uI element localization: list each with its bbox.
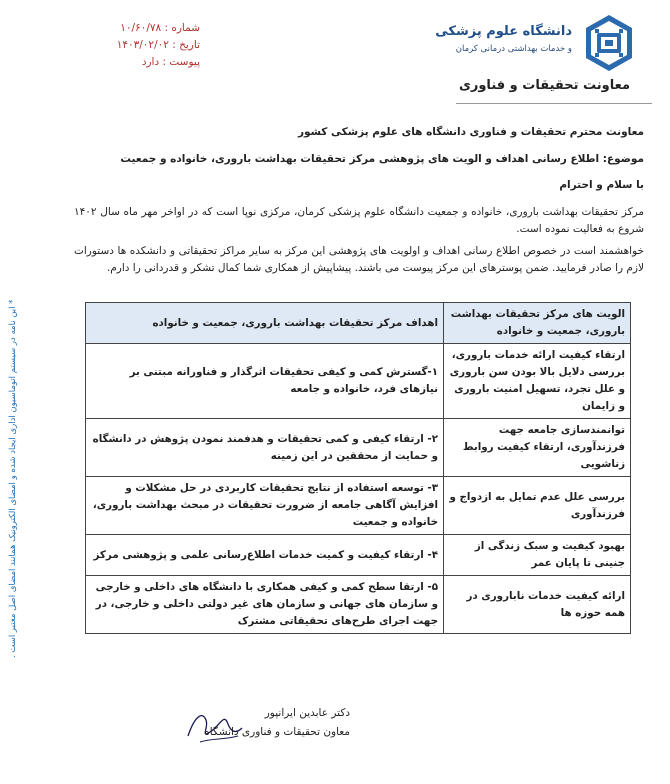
letter-recipient: معاونت محترم تحقیقات و فناوری دانشگاه های علوم پزشکی کشور — [297, 126, 644, 138]
letter-paragraph-2: خواهشمند است در خصوص اطلاع رسانی اهداف و اولویت های پژوهشی این مرکز به سایر مراکز تحقیقاتی و دانشکده ها دستورات لازم را صادر فرمایید. ضمن پوسترهای این مرکز پیوست می باشند. پیشاپیش از همکاری شما کمال تشکر و قدردانی را دارم. — [74, 245, 644, 274]
letter-greeting: با سلام و احترام — [559, 179, 644, 191]
signatory-name: دکتر عابدین ایرانپور — [264, 707, 350, 719]
letter-attachment: پیوست : دارد — [141, 56, 200, 68]
handwritten-signature — [180, 698, 250, 748]
table-row — [86, 344, 631, 419]
signatory-title: معاون تحقیقات و فناوری دانشگاه — [204, 726, 350, 738]
goal-cell: ۲- ارتقاء کیفی و کمی تحقیقات و هدفمند نمودن پژوهش در دانشگاه و حمایت از محققین در این زمینه — [86, 419, 444, 477]
priority-cell: ارتقاء کیفیت ارائه خدمات باروری، بررسی دلایل بالا بودن سن باروری و علل تجرد، تسهیل امنیت باروری و زایمان — [444, 344, 631, 419]
university-name: دانشگاه علوم پزشکی — [435, 24, 572, 39]
table-header-row — [86, 303, 631, 344]
priority-cell: بهبود کیفیت و سبک زندگی از جنینی تا پایان عمر — [444, 535, 631, 576]
goal-cell: ۵- ارتقا سطح کمی و کیفی همکاری با دانشگاه های داخلی و خارجی و سازمان های جهانی و سازمان های غیر دولتی داخلی و خارجی، در جهت اجرای طرح‌های تحقیقاتی مشترک — [86, 576, 444, 634]
table-row — [86, 419, 631, 477]
header-divider — [456, 103, 652, 104]
letter-date: تاریخ : ۱۴۰۳/۰۲/۰۲ — [116, 39, 200, 51]
goals-column-header: اهداف مرکز تحقیقات بهداشت باروری، جمعیت و خانواده — [86, 303, 444, 344]
electronic-signature-note: * این نامه در سیستم اتوماسیون اداری ایجاد شده و امضای الکترونیک همانند امضای اصل معتبر است . — [8, 300, 18, 659]
university-emblem-icon — [583, 14, 635, 72]
table-row — [86, 535, 631, 576]
table-row — [86, 576, 631, 634]
letter-meta — [90, 20, 200, 71]
priority-cell: توانمندسازی جامعه جهت فرزندآوری، ارتقاء کیفیت روابط زناشویی — [444, 419, 631, 477]
deputy-title: معاونت تحقیقات و فناوری — [458, 78, 630, 93]
priority-cell: بررسی علل عدم تمایل به ازدواج و فرزندآوری — [444, 477, 631, 535]
university-subtitle: و خدمات بهداشتی درمانی کرمان — [455, 44, 572, 54]
letter-number: شماره : ۱۰/۶۰/۷۸ — [120, 22, 200, 34]
goal-cell: ۴- ارتقاء کیفیت و کمیت خدمات اطلاع‌رسانی علمی و پژوهشی مرکز — [86, 535, 444, 576]
goal-cell: ۳- توسعه استفاده از نتایج تحقیقات کاربردی در حل مشکلات و افزایش آگاهی جامعه از ضرورت تحقیقات در مبحث بهداشت باروری، خانواده و جمعیت — [86, 477, 444, 535]
table-row — [86, 477, 631, 535]
letter-paragraph-1: مرکز تحقیقات بهداشت باروری، خانواده و جمعیت دانشگاه علوم پزشکی کرمان، مرکزی نوپا است که در اواخر مهر ماه سال ۱۴۰۲ شروع به فعالیت نموده است. — [74, 206, 644, 235]
goal-cell: ۱-گسترش کمی و کیفی تحقیقات اثرگذار و فناورانه مبتنی بر نیازهای فرد، خانواده و جامعه — [86, 344, 444, 419]
letter-subject: موضوع: اطلاع رسانی اهداف و الویت های پژوهشی مرکز تحقیقات بهداشت باروری، خانواده و جمعیت — [120, 153, 644, 165]
priority-cell: ارائه کیفیت خدمات ناباروری در همه حوزه ها — [444, 576, 631, 634]
priorities-column-header: الویت های مرکز تحقیقات بهداشت باروری، جمعیت و خانواده — [444, 303, 631, 344]
priorities-table — [85, 302, 631, 634]
